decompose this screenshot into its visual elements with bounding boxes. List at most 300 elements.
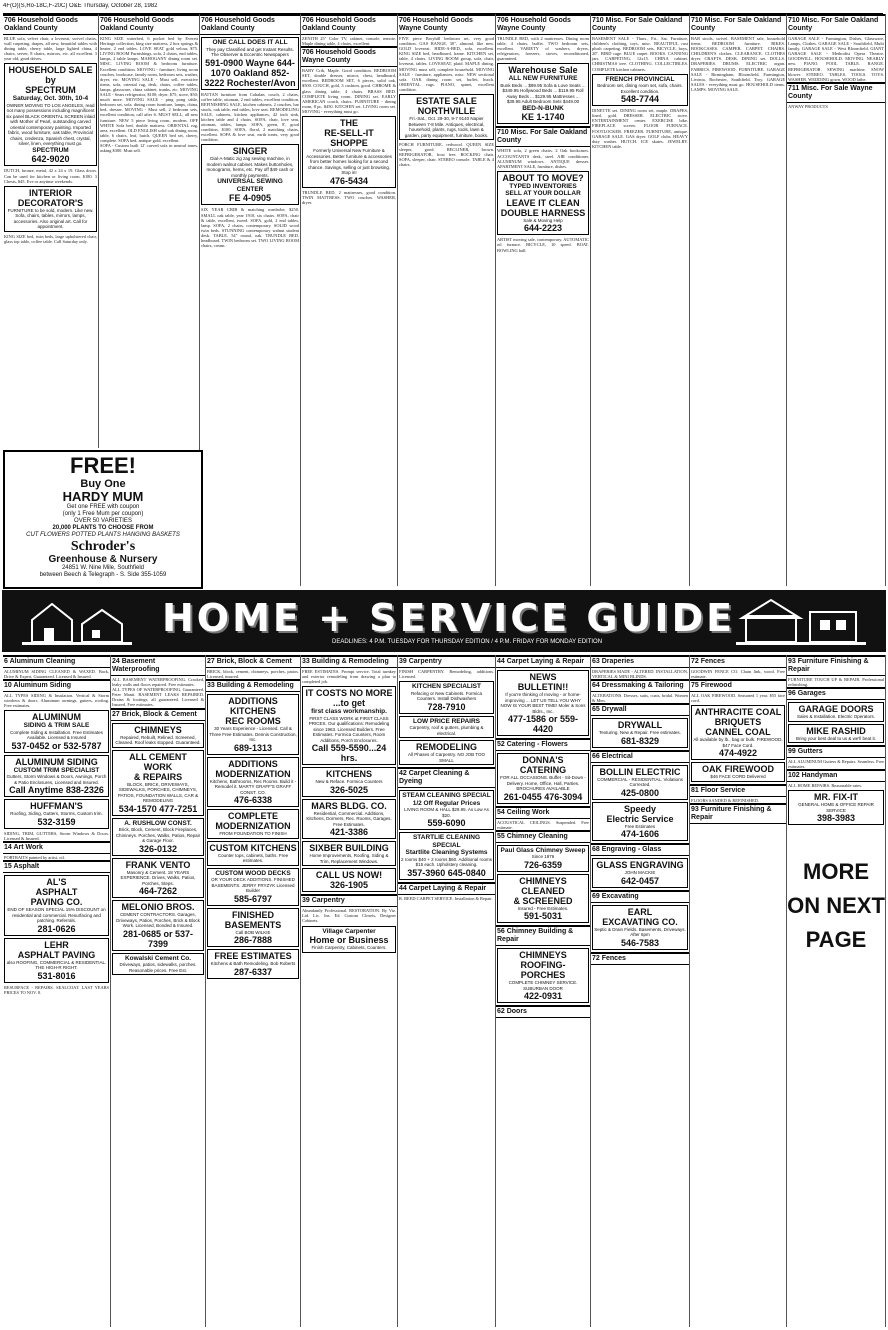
display-ad (399, 740, 494, 765)
ad-headline: Saturday, Oct. 30th, 10-4 (12, 95, 89, 103)
ad-body: Residential, Commercial. Additions, Kitchens, Dormers, Rec. Rooms, Garages. Free Estimates. (306, 810, 392, 827)
section-heading: 710 Misc. For Sale Oakland County (496, 126, 590, 147)
display-ad (207, 908, 299, 948)
ad-body: All available by lb., bag or bulk. FIREWOOD, $47 Face Cord. (693, 737, 783, 748)
ad-phone: 286-7888 (233, 935, 273, 946)
bottom-column-3 (206, 655, 301, 1327)
display-ad (4, 799, 109, 829)
display-ad (112, 723, 204, 748)
ad-headline: MR. FIX-IT (814, 792, 858, 803)
display-ad (302, 926, 396, 953)
ad-headline: BULLETIN!! (517, 682, 569, 692)
section-heading: 710 Misc. For Sale Oakland County (787, 14, 885, 35)
banner-deadline: DEADLINES: 4 P.M. TUESDAY FOR THURSDAY EDITION / 4 P.M. FRIDAY FOR MONDAY EDITION (332, 639, 603, 645)
display-ad (497, 670, 589, 736)
ad-body: FIRST CLASS WORK at FIRST CLASS PRICES. Our qualifications: Remodeling since 1963. Licensed Builders. Free Estimates. Formica Counters, Room Additions, Porch Enclosures. (308, 715, 390, 743)
display-ad (497, 171, 589, 236)
bottom-column-9 (787, 655, 886, 1327)
ad-phone: 476-5434 (329, 175, 369, 186)
ad-phone: 559-6090 (427, 818, 466, 829)
section-heading: 93 Furniture Finishing & Repair (690, 803, 786, 824)
ad-body: Refacing or New Cabinets. Formica Counters. Install Dishwashers (410, 690, 483, 702)
classified-text: ANWAY PRODUCTS (788, 103, 828, 109)
ad-headline: ...to get (333, 698, 365, 709)
top-column-4 (301, 14, 398, 586)
ad-body: All Phases of Carpentry. NO JOB TOO SMALL (407, 752, 486, 763)
ad-headline: first class workmanship. (311, 708, 387, 716)
display-ad (4, 755, 109, 798)
ad-body: Bunk Beds ... $99.95 Sofa & Love Seats ... $349.95 Hollywood Beds ... $119.95 Roll Away Beds ... $129.95 Mattresses ... $39.95 Adult Bedroom Sets $449.00 (500, 82, 586, 105)
ad-body: Roofing, Siding, Gutters, Storms, Custom trim. (10, 811, 103, 817)
classified-text: SIX YEAR CRIB & matching wardrobe, $250. SMALL oak table, year 1910, six chairs. SOFA, chair & table, excellent, tweed. SOFA, gold, 2 end tables, lamp. SOFA, 2 chairs, contemporary. SOLID wood twin beds. STUNNING contemporary walnut student desk. TABLE, 54" round, oak. TRUNDLE BED, headboard. TWIN bedroom set. TWO LIVING ROOM chairs, cream. (201, 207, 299, 249)
ad-phone: 728-7910 (427, 701, 466, 712)
top-column-6 (496, 14, 591, 586)
ad-headline: LEAVE IT CLEAN (506, 197, 580, 208)
display-ad (592, 802, 688, 842)
section-heading: 44 Carpet Laying & Repair (496, 655, 590, 668)
house-illustration-left (22, 598, 132, 645)
ad-headline: SPECTRUM (25, 85, 76, 96)
section-heading: 54 Ceiling Work (496, 806, 590, 819)
display-ad (112, 750, 204, 816)
bottom-column-6 (496, 655, 591, 1327)
classified-text: DINETTE set. DINING room set, maple. DRAPES, lined, gold. DRESSER. ELECTRIC stove. ENTERTAINMENT center. EXERCISE bike. FIREPLACE screen. FLOOR FURNACE. FOOTLOCKER. FREEZER. FURNITURE, antique. GARAGE SALE. GAS dryer. GOLF clubs. HEAVY duty washer. HUTCH. ICE skates. JEWELRY. KITCHEN table. (592, 108, 688, 149)
free-line5: OVER 50 VARIETIES (74, 518, 132, 524)
ad-phone: 477-1586 or 559-4420 (507, 714, 579, 734)
section-heading: 44 Carpet Laying & Repair (398, 882, 495, 895)
ad-phone: 531-8016 (37, 970, 76, 981)
ad-body: Kitchens, Bathrooms, Rec Rooms. Build it - Remodel it. MARTY GRAFF'S GRAFF CONST. CO. (209, 778, 297, 795)
ad-phone: 591-0900 Wayne 644-1070 Oakland 852-3222 Rochester/Avon (204, 57, 296, 88)
ad-headline: ASPHALT (35, 887, 78, 898)
ad-phone: 326-0132 (138, 843, 178, 854)
section-heading: 33 Building & Remodeling (301, 655, 397, 668)
ad-body: GENERAL HOME & OFFICE REPAIR SERVICE (798, 802, 874, 813)
classified-text: KING SIZE bed, twin beds, large upholstered chair, glass top table, coffee table. Call Saturday only. (4, 233, 97, 244)
section-heading: 62 Doors (496, 1005, 590, 1018)
classified-text: PORTRAITS painted by artist, oil. (4, 855, 65, 861)
ad-headline: ALL NEW FURNITURE (508, 75, 578, 83)
display-ad (207, 949, 299, 979)
ad-body: COMPLETE CHIMNEY SERVICE. SUBURBAN DOOR (508, 980, 578, 991)
section-heading: 706 Household Goods Wayne County (496, 14, 590, 35)
classified-text: FREE ESTIMATES. Prompt service. Total turnkey and exterior remodeling from drawing a plan to completed job. (302, 669, 396, 685)
classified-text: ALL ALUMINUM Gutters & Repairs. Seamless. Free estimates. (788, 759, 884, 770)
classified-text: ALL TYPES OF WATERPROOFING. Guaranteed. Peter Manti. BASEMENT LEAKS REPAIRED. Drains & footings, all guaranteed. Licensed & Insured. Free estimates. (112, 687, 204, 708)
ad-headline: MARS BLDG. CO. (311, 800, 387, 811)
ad-headline: Startlite Cleaning Systems (405, 849, 488, 857)
ad-headline: ANTHRACITE COAL (694, 707, 782, 718)
ad-phone: 422-0931 (523, 991, 563, 1002)
free-addr: 24851 W. Nine Mile, Southfield (61, 565, 145, 571)
section-heading: 706 Household Goods Oakland County (99, 14, 199, 35)
ad-headline: A. RUSHLOW CONST. (124, 819, 192, 827)
ad-headline: Home or Business (309, 935, 389, 946)
ad-headline: GLASS ENGRAVING (596, 860, 684, 871)
free-addr2: between Beech & Telegraph - S. Side 355-1059 (39, 572, 167, 578)
ad-body: OWNER MOVING TO LOS ANGELES, read not many possessions including magnificent six panel BLACK ORIENTAL SCREEN inlaid with Mother of Pearl, outstanding carved oriental contemporary painting. Imported fabric, wood furniture, oak table, Provincial chairs, credenza, Spanish chest, crystal, silver, linen, everything must go. (6, 102, 95, 147)
ad-phone: 261-0455 476-3094 (503, 791, 583, 802)
ad-phone: KE 1-1740 (521, 112, 565, 123)
classified-text: BABY Crib, Maple. Good condition. BEDROOM SET, double dresser, mirror, chest, headboard, excellent. BEDROOM SET, 6 pieces, solid oak, $500. COUCH, gold, 3 cushion, good. CHROME & glass dining table, 4 chairs. BRASS BED. COMPLETE living room. DINING set. EARLY AMERICAN couch, chairs. FURNITURE - dining room, 8 pc, $450. KITCHEN set. LIVING room set. MOVING - everything must go. (302, 68, 396, 114)
display-ad (592, 858, 688, 888)
ad-headline: EARL (627, 906, 653, 917)
ad-body: Insured - Free Estimates. (517, 905, 569, 911)
ad-phone: 425-0800 (620, 787, 660, 798)
display-ad (788, 790, 884, 825)
ad-headline: OAK FIREWOOD (702, 764, 774, 775)
free-line4: (only 1 Free Mum per coupon) (62, 511, 144, 517)
ad-body: If you're thinking of moving - or home-improving ... LET US TELL YOU WHY NOW IS YOUR BEST TIME! Moler & Sons Bldrs., Inc. (500, 692, 586, 714)
ad-headline: ABOUT TO MOVE? (502, 172, 584, 183)
ad-headline: SHOPPE (330, 138, 368, 149)
ad-headline: KITCHENS (229, 706, 276, 717)
classified-text: ALL HOME REPAIRS. Reasonable rates. (788, 783, 863, 789)
bottom-column-1 (3, 655, 111, 1327)
section-heading: 39 Carpentry (398, 655, 495, 668)
section-heading: 75 Firewood (690, 679, 786, 692)
ad-body: Kitchens & Bath Remodeling. Bob Roberts (210, 961, 296, 967)
ad-headline: by (45, 75, 56, 86)
ad-headline: Speedy (623, 803, 656, 814)
classified-text: R. REED CARPET SERVICE. Installation & Repair. (399, 895, 493, 901)
ad-headline: RE-SELL-IT (324, 128, 374, 139)
home-service-guide-banner (2, 590, 886, 652)
ad-phone: 534-1570 477-7251 (118, 803, 198, 814)
display-ad (399, 681, 494, 714)
section-heading: 64 Dressmaking & Tailoring (591, 679, 689, 692)
ad-body: New & Reface. Formica Counters (315, 779, 383, 785)
ad-body: Sales & Installation. Electric Operators. (796, 714, 876, 720)
display-ad (399, 790, 494, 830)
ad-headline: ROOFING-PORCHES (520, 960, 566, 981)
ad-phone: 642-9020 (31, 154, 70, 165)
bottom-column-2 (111, 655, 206, 1327)
ad-headline: FRENCH PROVINCIAL (605, 75, 675, 83)
ad-body: They pay Classified and get Instant Results. The Observer & Eccentric Newspapers (206, 46, 294, 57)
ad-headline: CALL US NOW! (315, 870, 383, 881)
display-ad (592, 905, 688, 950)
ad-body: Sale & Moving Help (523, 217, 563, 223)
ad-headline: KITCHENS (325, 769, 372, 780)
ad-phone: 398-3983 (816, 813, 856, 824)
ad-headline: ONE CALL DOES IT ALL (212, 39, 288, 46)
ad-headline: CANNEL COAL (705, 727, 771, 738)
free-name2: Greenhouse & Nursery (48, 554, 158, 565)
ad-headline: COMPLETE (227, 811, 278, 822)
ad-phone: Call Anytime 838-2326 (9, 785, 104, 796)
ad-headline: CATERING (519, 765, 567, 775)
display-ad (302, 686, 396, 765)
ad-phone: Call 559-5590...24 hrs. (311, 743, 387, 764)
ad-headline: KITCHEN SPECIALIST (412, 683, 481, 691)
ad-body: LIVING ROOM & HALL $29.95. As Low As $20. (404, 807, 489, 818)
section-heading: 55 Chimney Cleaning (496, 830, 590, 843)
ad-body: Fri.-Sat., Oct. 29-30, 9-7 9140 Napier Between 7-8 Mile. Antiques, electrical, household, plants, rugs, tools, lawn & garden, party equipment, furniture, books. (404, 116, 489, 138)
ad-headline: STEAM CLEANING SPECIAL (402, 792, 491, 800)
ad-phone: 474-4922 (718, 748, 758, 759)
classified-text: ALL OAK FIREWOOD. Seasoned 1 year. $55 face cord. (691, 693, 785, 704)
ad-headline: Warehouse Sale (508, 65, 578, 76)
more-on-next-page: MORE ON NEXT PAGE (787, 859, 885, 953)
section-heading: 710 Misc. For Sale Oakland County (591, 14, 689, 35)
ad-headline: SELL AT YOUR DOLLAR (505, 190, 581, 198)
ad-headline: Kowalski Cement Co. (124, 954, 192, 962)
classified-text: FIVE piece Broyhill bedroom set, very good condition. GAS RANGE, 30", almond, like new. GOLD loveseat. HIDE-A-BED, sofa, excellent. KING SIZE bed, headboard, frame. KITCHEN set, table, 4 chairs. LIVING ROOM group, sofa, chair, loveseat, tables. LOVESEAT, plaid. MAPLE dining. MOVING must sell, complete household. MOVING SALE - furniture, appliances, misc. NEW sectional sofa. OAK dining room set, buffet, hutch. ORIENTAL rugs. PIANO, spinet, excellent condition. (399, 36, 494, 92)
classified-text: TRUNDLE BED, with 2 mattresses. Dining room table, 4 chairs, buffet. TWO bedroom sets, excellent. VARIETY of washers, dryers, refrigerators, freezers, stoves, reconditioned, guaranteed. (497, 36, 589, 62)
top-column-3 (200, 14, 301, 586)
ad-headline: BRIQUETS (714, 717, 762, 728)
classified-text: BRICK, block, cement, chimneys, porches, patios. Licensed, insured. (207, 669, 299, 680)
ad-phone: FE 4-0905 (228, 193, 272, 204)
section-heading: 66 Electrical (591, 750, 689, 763)
ad-phone: 537-0452 or 532-5787 (11, 740, 102, 751)
section-heading: 6 Aluminum Cleaning (3, 655, 110, 668)
free-line2: HARDY MUM (62, 489, 144, 504)
classified-text: DRAPERIES MADE - ALTERED. INSTALLATION, VERTICAL & MINI BLINDS. (592, 669, 688, 680)
free-line1: Buy One (80, 478, 126, 490)
display-ad (497, 63, 589, 124)
ad-body: OR YOUR DECK ADDITIONS. FINISHED BASEMENTS. JERRY FRYZYK Licensed Builder (211, 877, 295, 894)
classified-text: Abundantly Professional. RESTORATION. By Viz. Ltd. Lic. Ins. Ed. Custom Closets, Designer Cabinets. (302, 908, 396, 924)
section-heading: 96 Garages (787, 687, 885, 700)
display-ad (497, 948, 589, 1003)
ad-body: Free Estimates (624, 823, 656, 829)
ad-headline: 1/2 Off Regular Prices (412, 799, 481, 807)
ad-phone: 474-1606 (620, 829, 660, 840)
ad-headline: BASEMENTS (224, 919, 282, 930)
ad-headline: MELONIO BROS. (121, 902, 195, 913)
free-headline: FREE! (70, 453, 136, 478)
ad-body: BLOCK, BRICK, DRIVEWAYS, SIDEWALKS, PORCHES, CHIMNEYS, PATIOS, FOUNDATION WALLS, CAR & REMODELING (117, 781, 199, 804)
ad-body: Septic & Drain Fields. Basements, Driveways. After 6pm (594, 926, 686, 938)
free-name: Schroder's (70, 539, 136, 554)
ad-headline: CUSTOM KITCHENS (209, 842, 297, 853)
classified-text: DUTCH, bronze, metal, 42 x 24 x 19. Glass doors. Can be used for kitchen or living room. $180. 3 Chests, $45. Eve or anytime weekends. (4, 168, 97, 184)
section-heading: 706 Household Goods Oakland County (3, 14, 98, 35)
display-ad (691, 705, 785, 760)
ad-body: Call BOB WILKIE (235, 929, 271, 935)
ad-advertiser: UNIVERSAL SEWING CENTER (217, 178, 283, 193)
ad-headline: DOUBLE HARNESS (500, 207, 586, 218)
section-heading: 10 Aluminum Siding (3, 679, 110, 692)
top-column-1 (3, 14, 99, 448)
ad-headline: DONNA'S (522, 755, 564, 765)
ad-headline: HUFFMAN'S (30, 801, 83, 812)
ad-phone: 681-8329 (620, 735, 660, 746)
classified-text: KING SIZE waterbed, 6 pocket bed by Everett Heritage collection, king size mattress, 2 box springs & heater, 2 end tables. LOVE SEAT gold velour, $75. LIVING ROOM Furnishings, sofa, 2 chairs, end tables, lamps, 2 table lamps. MAHOGANY dining room set. MISC. LIVING ROOM & bedroom furniture. Excellent condition. MOVING - furniture, living room couches, bookcase, family room, bedroom sets, washer, dryer, etc. MOVING SALE - Must sell, executive items, sofa, oriental rug, desk, chairs, coffee tables, lamps, glassware, china cabinet, trunks, etc. MOVING SALE - Sears refrigerator, $100; dryer, $75; stove, $50; much more. MOVING SALE - ping pong table, bedroom set, sofa, dining room furniture, lamps, china, bed, dresser. MOVING - Must sell, 2 bedroom sets, excellent condition, call after 6. MUST SELL, all new furniture. NEW 5 piece living room, modern. OFF WHITE Sofa bed, double mattress. ORIENTAL rug, area, excellent. OLD ENGLISH solid oak dining room, table, 6 chairs, leaf, hutch. QUEEN bed set, cherry, complete. SOFA bed, antique gold, excellent. (100, 36, 198, 143)
section-heading: 706 Household Goods Wayne County (398, 14, 495, 35)
section-heading: 706 Household Goods Oakland County (301, 14, 397, 35)
ad-headline: LEHR (44, 939, 69, 950)
classified-text: FLOORS SANDED & REFINISHED. (691, 797, 760, 803)
ad-advertiser: BED-N-BUNK (522, 104, 564, 112)
classified-text: PORCH FURNITURE, redwood. QUEEN SIZE sleeper, good. RECLINER, brown. REFRIGERATOR, frost free. ROCKING chair. SOFA, sleeper, chair. STEREO console. TABLE & 4 chairs. (399, 142, 494, 168)
ad-phone: 726-6359 (523, 859, 563, 870)
ad-body: Dial-A-Matic zig zag sewing machine, in modern walnut cabinet. Makes buttonholes, monograms, hems, etc. Pay off $49 cash or monthly payments. (206, 156, 294, 178)
ad-headline: DRYWALL (617, 720, 663, 731)
ad-headline: FINISHED (231, 909, 274, 920)
classified-text: BASEMENT SALE - Thurs., Fri., Sat. Furniture, children's clothing, toys, misc. BEAUTIFUL rust plush carpeting. BEDROOM sets. BICYCLE, boys, 20". BIRD cage. BLUE carpet. BOOKS. CANNING jars. CARPETING, 12x15. CHINA cabinet. CHRISTMAS tree. CLOTHING. COLLECTIBLES. COMPLETE kitchen cabinets. (592, 36, 688, 72)
classified-text: ALL TYPES SIDING & Insulation. Vertical & Storm windows & doors. Aluminum awnings, gutters, roofing. Free estimates. (4, 693, 109, 709)
ad-headline: INTERIOR (28, 187, 72, 198)
section-heading: 99 Gutters (787, 745, 885, 758)
ad-headline: ALUMINUM SIDING (15, 756, 98, 767)
section-heading: 81 Floor Service (690, 784, 786, 797)
ad-phone: 585-6797 (233, 893, 273, 904)
section-heading: 52 Catering - Flowers (496, 738, 590, 751)
ad-body: Formerly Universal New Furniture & Accessories. Better furniture & accessories from better homes looking for a second chance. Savings, selling or just browsing. Stop in! (306, 148, 392, 176)
ad-headline: REC ROOMS (225, 716, 281, 727)
ad-headline: MIKE RASHID (806, 725, 866, 736)
ad-headline: SINGER (232, 146, 268, 157)
ad-headline: REMODELING (415, 742, 477, 753)
display-ad (207, 757, 299, 808)
bottom-column-7 (591, 655, 690, 1327)
classified-text: SOFA - Custom built 12' curved sofa in neutral tones, asking $300. Must sell. (100, 142, 198, 154)
ad-headline: MODERNIZATION (215, 821, 291, 832)
section-heading: 710 Misc. For Sale Oakland County (690, 14, 786, 35)
display-ad (4, 63, 97, 166)
ad-body: Finish Carpentry, Cabinets, Counters. (311, 945, 387, 951)
ad-phone: 326-1905 (329, 880, 369, 891)
ad-headline: NEWS (529, 672, 557, 682)
ad-headline: SIXBER BUILDING (309, 843, 389, 854)
ad-phone: 689-1313 (233, 742, 273, 753)
display-ad (207, 809, 299, 839)
ad-body: CEMENT CONTRACTORS. Garages, Driveways, Patios, Porches, Brick & Block Work. Licensed, Bonded & Insured. (116, 912, 200, 929)
display-ad (497, 753, 589, 804)
ad-phone: 464-7262 (138, 886, 178, 897)
display-ad (399, 716, 494, 739)
display-ad (201, 144, 299, 205)
top-column-5 (398, 14, 496, 586)
ad-headline: PAVING CO. (30, 897, 83, 908)
ad-headline: AL'S (46, 877, 67, 888)
display-ad (592, 74, 688, 107)
display-ad (302, 116, 396, 188)
ad-headline: & SCREENED (513, 895, 573, 906)
bottom-column-4 (301, 655, 398, 1327)
ad-headline: FRANK VENTO (125, 859, 191, 870)
display-ad (497, 845, 589, 872)
classified-text: FURNITURE TOUCH UP & REPAIR. Professional refinishing. (788, 677, 884, 688)
display-ad (497, 874, 589, 924)
ad-phone: 326-5025 (329, 784, 369, 795)
section-heading: 102 Handyman (787, 769, 885, 782)
ad-headline: Paul Glass Chimney Sweep (500, 846, 586, 854)
display-ad (302, 841, 396, 866)
ad-headline: ALL CEMENT WORK (129, 751, 187, 772)
display-ad (302, 767, 396, 797)
top-column-8 (690, 14, 787, 586)
ad-headline: ALUMINUM (32, 712, 81, 723)
ad-body: END OF SEASON SPECIAL 15% DISCOUNT on residential and commercial. Resurfacing and patching. Referrals. (7, 907, 106, 924)
classified-text: ARTIST moving sale, contemporary. AUTOMATIC oil furnace. BICYCLE, 10 speed. BOAT. BOWLING ball. (497, 237, 589, 253)
display-ad (207, 868, 299, 906)
ad-body: Texturing, New & Repair. Free estimates. (599, 730, 681, 736)
ad-body: COMMERCIAL - RESIDENTIAL. Violations Corrected. (597, 776, 683, 788)
free-line7: CUT FLOWERS POTTED PLANTS HANGING BASKETS (26, 532, 180, 538)
section-heading: 65 Drywall (591, 703, 689, 716)
classified-text: ACOUSTICAL CEILINGS. Suspended. Free estimate. (497, 819, 589, 830)
section-heading: 56 Chimney Building & Repair (496, 925, 590, 946)
ad-headline: TYPED INVENTORIES (509, 182, 577, 190)
section-heading: 706 Household Goods Wayne County (301, 46, 397, 67)
ad-headline: BOLLIN ELECTRIC (599, 766, 681, 777)
house-illustration-right (736, 598, 866, 645)
ad-headline: NORTHVILLE (417, 106, 476, 117)
classified-text: RESURFACE - REPAIRS. SEALCOAT. LAST YEARS PRICES TO NOV. 8. (4, 984, 109, 995)
ad-headline: ASPHALT PAVING (17, 949, 96, 960)
ad-body: Since 1976 (531, 854, 555, 860)
ad-body: Bedroom set, dining room set, sofa, chairs. Excellent condition. (597, 83, 683, 94)
display-ad (207, 694, 299, 755)
ad-body: FURNITURE to be sold, modern. Like new. Sofa, chairs, tables, mirrors, lamps, accessories. Also original art. Call for appointment. (7, 207, 94, 230)
ad-headline: LOW PRICE REPAIRS (412, 717, 481, 725)
display-ad (207, 841, 299, 866)
display-ad (592, 718, 688, 748)
ad-phone: 281-0685 or 537-7399 (122, 928, 194, 949)
section-heading: 706 Household Goods Oakland County (200, 14, 300, 35)
display-ad (592, 765, 688, 800)
classified-text: BAR stools, swivel. BASEMENT sale, household items. BEDROOM furniture. BIKES. BOOKCASES. CAMPER. CARPET. CHAIRS. CHILDREN'S clothes. CLEARANCE. CLOTHES dryer. CRAFTS. DESK. DINING set. DOLLS. DRAPERIES. DRUMS. ELECTRIC organ. FABRICS. FIREWOOD. FURNITURE. GARAGE SALE - Birmingham, Bloomfield, Farmington, Livonia, Rochester, Southfield, Troy. GARAGE SALES - everything must go. HOUSEHOLD items. LAMPS. MOVING SALE. (691, 36, 785, 92)
section-heading: 27 Brick, Block & Cement (206, 655, 300, 668)
section-heading: 14 Art Work (3, 841, 110, 854)
ad-headline: THE (340, 118, 358, 129)
display-ad (302, 868, 396, 892)
section-heading: 24 Basement Waterproofing (111, 655, 205, 676)
display-ad (4, 186, 97, 232)
ad-body: Gutters, Storm Windows & Doors, Awnings, Porch & Patio Enclosures, Licensed and Insured. (6, 774, 107, 785)
free-line6: 20,000 PLANTS TO CHOOSE FROM (52, 525, 154, 531)
ad-phone: 644-2223 (523, 223, 563, 234)
ad-body: FOR ALL OCCASIONS. Buffet - Sit-Down - Delivery. Home, Office, Hall, Parties. BROCHURES AVAILABLE (500, 775, 586, 791)
ad-headline: SIDING & TRIM SALE (23, 722, 90, 730)
ad-headline: CHIMNEYS CLEANED (519, 875, 567, 896)
display-ad (691, 762, 785, 782)
ad-phone: 591-5031 (523, 911, 563, 922)
ad-headline: Electric Service (606, 813, 674, 824)
ad-body: Home Improvements, Roofing, Siding & Trim, Replacement Windows. (309, 853, 389, 864)
classified-text: TRUNDLE BED, 2 mattresses, good condition. TWIN MATTRESS. TWO couches. WASHER, dryer. (302, 189, 396, 205)
display-ad (4, 710, 109, 753)
ad-phone: 357-3960 645-0840 (407, 867, 486, 878)
display-ad (788, 702, 884, 722)
section-heading: 63 Draperies (591, 655, 689, 668)
ad-body: Masonry & Cement. 18 YEARS EXPERIENCE. Drives, Walks, Patios, Porches, Steps. (120, 869, 196, 886)
ad-body: $46 FACE CORD Delivered (710, 774, 766, 780)
display-ad (399, 832, 494, 880)
section-heading: 72 Fences (690, 655, 786, 668)
ad-phone: 532-3159 (37, 816, 76, 827)
bottom-column-5 (398, 655, 496, 1327)
ad-advertiser: SPECTRUM (32, 146, 69, 154)
ad-headline: MODERNIZATION (215, 768, 291, 779)
ad-headline: CUSTOM WOOD DECKS (215, 869, 291, 877)
ad-body: also ROOFING, COMMERCIAL & RESIDENTIAL. THE HIGH-R RIGHT. (6, 959, 107, 971)
ad-headline: ADDITIONS (228, 696, 278, 707)
ad-headline: GARAGE DOORS (798, 704, 874, 715)
page-folio: 4F(O)(S,Ro-18C,F-20C) O&E Thursday, October 28, 1982 (3, 3, 883, 14)
section-heading: 42 Carpet Cleaning & Dyeing (398, 767, 495, 788)
free-line3: Get one FREE with coupon (66, 504, 140, 510)
ad-body: Brick, Block, Cement, Block Fireplaces, Chimneys. Porches, Walks, Patios, Repair & Garage Floor. (115, 827, 201, 844)
ad-headline: HOUSEHOLD SALE (8, 65, 93, 76)
section-heading: 93 Furniture Finishing & Repair (787, 655, 885, 676)
ad-headline: & REPAIRS (133, 771, 183, 782)
ad-body: Repaired, Rebuilt, Relined. Screened, Cleaned. Roof leaks stopped. Guaranteed. (115, 734, 201, 746)
